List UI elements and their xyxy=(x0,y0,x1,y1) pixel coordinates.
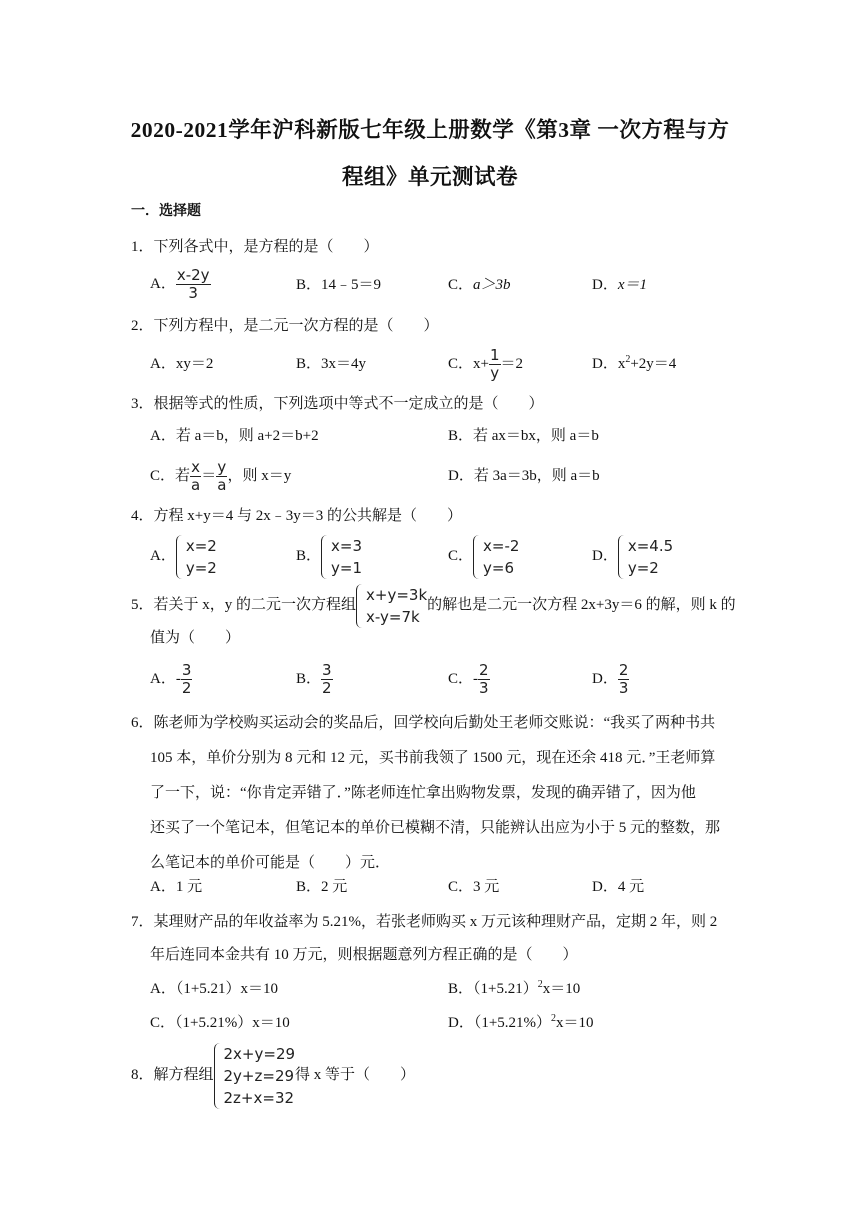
q1-stem: 1．下列各式中，是方程的是（ ） xyxy=(131,239,379,255)
q6-option-c: C．3 元 xyxy=(448,879,500,895)
q3-option-b: B．若 ax＝bx，则 a＝b xyxy=(448,428,599,444)
q5-option-d: D． $\frac{2}{3}$ xyxy=(592,661,629,698)
q5-option-a: A．- $\frac{3}{2}$ xyxy=(150,661,192,698)
q3-option-d: D．若 3a＝3b，则 a＝b xyxy=(448,468,600,484)
q7-stem-line1: 7．某理财产品的年收益率为 5.21%，若张老师购买 x 万元该种理财产品，定期 2 年，则 2 xyxy=(131,914,718,930)
q4-option-d: D． x=4.5 y=2 xyxy=(592,536,674,577)
q5-option-b: B． $\frac{3}{2}$ xyxy=(296,661,332,698)
q4-option-a: A． x=2 y=2 xyxy=(150,536,217,577)
q6-option-d: D．4 元 xyxy=(592,879,645,895)
q5-stem: 5．若关于 x，y 的二元一次方程组 x+y=3k x-y=7k 的解也是二元一次方程 2x+3y＝6 的解，则 k 的 xyxy=(131,585,736,626)
page-title: 2020-2021学年沪科新版七年级上册数学《第3章 一次方程与方 xyxy=(130,118,730,142)
q7-option-b: B．$(1+5.21)^2x=10$ xyxy=(448,979,581,997)
q7-option-d: D．$(1+5.21\%)^2x=10$ xyxy=(448,1013,594,1031)
page-title-line2: 程组》单元测试卷 xyxy=(341,165,518,189)
q5-option-c: C．- $\frac{2}{3}$ xyxy=(448,661,489,698)
q6-paragraph: 6．陈老师为学校购买运动会的奖品后，回学校向后勤处王老师交账说：“我买了两种书共 105 本，单价分别为 8 元和 12 元，买书前我领了 1500 元，现在还余 418 元．”王老师算 了一下，说：“你肯定弄错了．”陈老师连忙拿出购物发票，发现的确弄错了，因为他 还买了一个笔记本，但笔记本的单价已模糊不清，只能辨认出应为小于 5 元的整数，那 么笔记本的单价可能是（ ）元． xyxy=(131,715,721,871)
section-heading: 一．选择题 xyxy=(131,204,201,219)
q2-option-b: B．3x＝4y xyxy=(296,356,367,372)
q8-system: 2x+y=29 2y+z=29 2z+x=32 xyxy=(214,1043,296,1109)
q1-option-b: B．14﹣5＝9 xyxy=(296,277,382,293)
q4-option-b: B． x=3 y=1 xyxy=(296,536,363,577)
q4-option-c: C． x=-2 y=6 xyxy=(448,536,520,577)
q2-c-fraction: $\frac{1}{y}$ xyxy=(489,346,500,383)
q6-option-b: B．2 元 xyxy=(296,879,348,895)
q4-stem: 4．方程 x+y＝4 与 2x﹣3y＝3 的公共解是（ ） xyxy=(131,508,462,524)
q1-option-a: A． $\frac{x-2y}{3}$ xyxy=(150,266,210,303)
q5-system: x+y=3k x-y=7k xyxy=(356,584,427,628)
q1-option-d: D．x＝1 xyxy=(592,277,648,293)
q2-option-c: C．x+ $\frac{1}{y}$ ＝2 xyxy=(448,346,524,383)
q5-stem-line2: 值为（ ） xyxy=(150,630,241,646)
q8-stem: 8．解方程组 2x+y=29 2y+z=29 2z+x=32 得 x 等于（ ） xyxy=(131,1044,416,1107)
q7-option-c: C．（1+5.21%）x＝10 xyxy=(150,1015,290,1031)
q7-option-a: A．（1+5.21）x＝10 xyxy=(150,981,279,997)
q2-option-d: D．$x^2+2y=4$ xyxy=(592,354,677,372)
q1-option-c: C．a＞3b xyxy=(448,277,511,293)
q2-option-a: A．xy＝2 xyxy=(150,356,214,372)
q2-stem: 2．下列方程中，是二元一次方程的是（ ） xyxy=(131,318,439,334)
q1-a-fraction: $\frac{x-2y}{3}$ xyxy=(176,266,210,303)
q6-option-a: A．1 元 xyxy=(150,879,203,895)
q3-option-a: A．若 a＝b，则 a+2＝b+2 xyxy=(150,428,319,444)
q3-option-c: C．若 $\frac{x}{a}$ ＝ $\frac{y}{a}$ ，则 x＝y xyxy=(150,458,292,495)
q3-stem: 3．根据等式的性质，下列选项中等式不一定成立的是（ ） xyxy=(131,396,544,412)
q7-stem-line2: 年后连同本金共有 10 万元，则根据题意列方程正确的是（ ） xyxy=(150,947,578,963)
